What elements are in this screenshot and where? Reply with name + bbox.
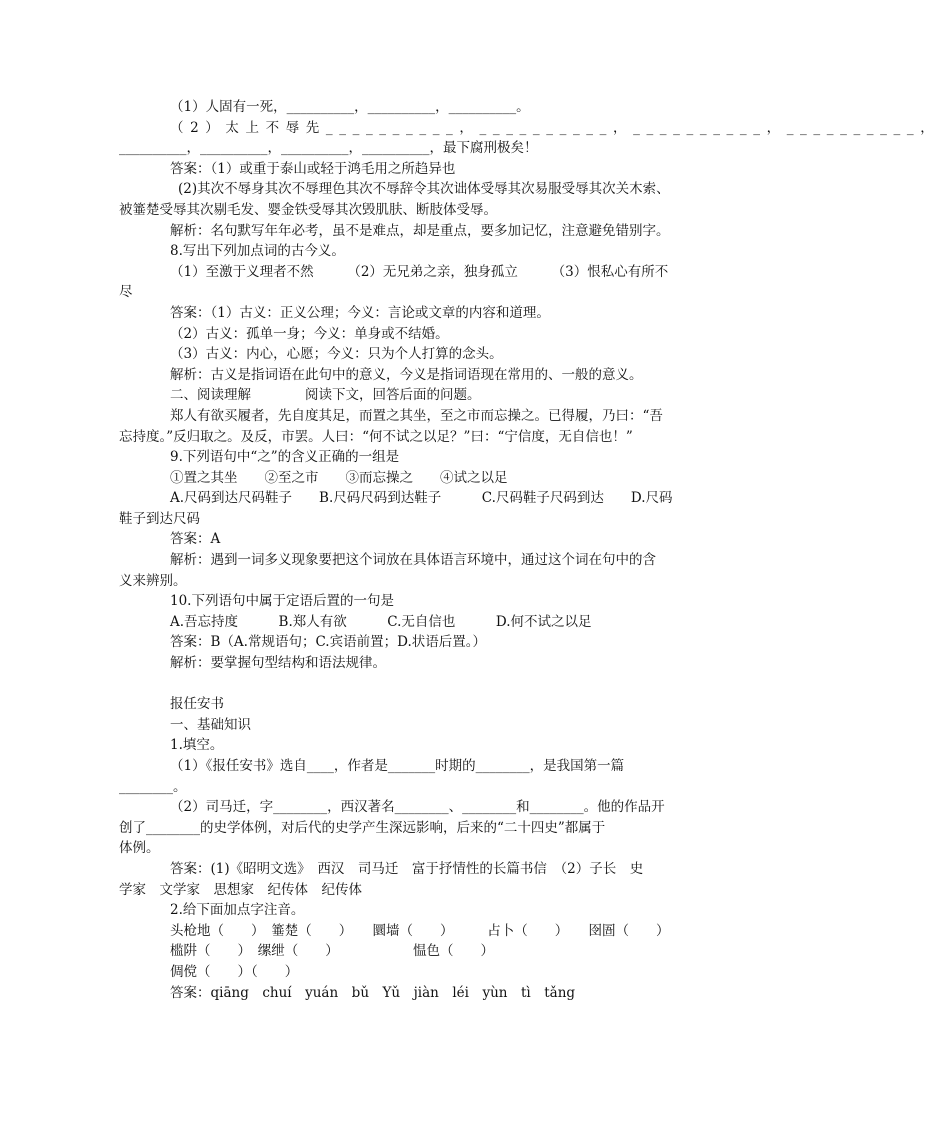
question-8-items: （1）至激于义理者不然 （2）无兄弟之亲，独身孤立 （3）恨私心有所不 xyxy=(170,263,669,280)
answer-line: 答案：qiāng chuí yuán bǔ Yǔ jiàn léi yùn tì tǎng xyxy=(170,984,576,1001)
analysis-line: 解析：要掌握句型结构和语法规律。 xyxy=(170,655,386,672)
question-1: 1.填空。 xyxy=(170,737,224,754)
reading-passage: 郑人有欲买履者，先自度其足，而置之其坐，至之市而忘操之。已得履，乃曰：“吾 xyxy=(170,407,663,424)
pinyin-items: 头枪地（ ） 箠楚（ ） 圜墙（ ） 占卜（ ） 囹圄（ ） xyxy=(170,922,670,939)
fill-blank-line: （2）司马迁，字________，西汉著名________、________和________。他的作品开 xyxy=(170,799,665,816)
answer-line: 被箠楚受辱其次剔毛发、婴金铁受辱其次毁肌肤、断肢体受辱。 xyxy=(119,201,497,218)
analysis-line: 解析：遇到一词多义现象要把这个词放在具体语言环境中，通过这个词在句中的含 xyxy=(170,552,656,569)
question-9: 9.下列语句中“之”的含义正确的一组是 xyxy=(170,449,400,466)
fill-blank-line-cont: 创了________的史学体例，对后代的史学产生深远影响，后来的“二十四史”都属于 xyxy=(119,819,606,836)
answer-line: （3）古义：内心，心愿；今义：只为个人打算的念头。 xyxy=(170,346,503,363)
reading-passage-cont: 忘持度。”反归取之。及反，市罢。人曰：“何不试之以足？”曰：“宁信度，无自信也！” xyxy=(119,428,633,445)
question-8-items-cont: 尽 xyxy=(119,284,133,301)
spacer xyxy=(119,674,675,695)
fill-blank-q1: （1）人固有一死，__________，__________，__________。 xyxy=(170,99,530,115)
answer-line: 答案：（1）古义：正义公理；今义：言论或文章的内容和道理。 xyxy=(170,304,550,321)
fill-blank-line-cont: ________。 xyxy=(119,778,187,795)
question-10: 10.下列语句中属于定语后置的一句是 xyxy=(170,593,394,610)
question-8: 8.写出下列加点词的古今义。 xyxy=(170,243,345,260)
answer-line: （2）古义：孤单一身；今义：单身或不结婚。 xyxy=(170,325,449,342)
fill-blank-q2: （2）太上不辱先__________，__________，__________，__________， xyxy=(170,119,940,136)
pinyin-items: 倜傥（ ）（ ） xyxy=(170,963,299,980)
question-10-options: A.吾忘持度 B.郑人有欲 C.无自信也 D.何不试之以足 xyxy=(170,613,592,630)
section-heading: 一、基础知识 xyxy=(170,716,251,733)
answer-line: 答案：B（A.常规语句；C.宾语前置；D.状语后置。） xyxy=(170,634,486,651)
section-heading: 二、阅读理解 阅读下文，回答后面的问题。 xyxy=(170,387,481,404)
question-9-options-cont: 鞋子到达尺码 xyxy=(119,510,200,527)
pinyin-items: 槛阱（ ） 缧绁（ ） 愠色（ ） xyxy=(170,943,494,960)
fill-blank-line: （1）《报任安书》选自____，作者是_______时期的________，是我国第一篇 xyxy=(170,758,625,774)
analysis-line-cont: 义来辨别。 xyxy=(119,572,187,589)
answer-line: 答案：（1）或重于泰山或轻于鸿毛用之所趋异也 xyxy=(170,160,456,177)
question-9-options: A.尺码到达尺码鞋子 B.尺码尺码到达鞋子 C.尺码鞋子尺码到达 D.尺码 xyxy=(170,490,673,507)
page-content xyxy=(119,97,940,1003)
answer-line: 答案：A xyxy=(170,531,221,548)
analysis-line: 解析：名句默写年年必考，虽不是难点，却是重点，要多加记忆，注意避免错别字。 xyxy=(170,222,670,239)
question-2: 2.给下面加点字注音。 xyxy=(170,902,305,919)
answer-line-cont: 学家 文学家 思想家 纪传体 纪传体 xyxy=(119,881,362,898)
answer-line: (2)其次不辱身其次不辱理色其次不辱辞令其次诎体受辱其次易服受辱其次关木索、 xyxy=(178,181,670,198)
question-9-items: ①置之其坐 ②至之市 ③而忘操之 ④试之以足 xyxy=(170,469,508,486)
fill-blank-line-cont: 体例。 xyxy=(119,840,160,857)
article-title: 报任安书 xyxy=(170,696,224,713)
fill-blank-q2-cont: __________，__________，__________，__________，最下腐刑极矣！ xyxy=(119,140,538,157)
analysis-line: 解析：古义是指词语在此句中的意义，今义是指词语现在常用的、一般的意义。 xyxy=(170,366,643,383)
answer-line: 答案：(1)《昭明文选》 西汉 司马迁 富于抒情性的长篇书信 （2）子长 史 xyxy=(170,860,644,877)
